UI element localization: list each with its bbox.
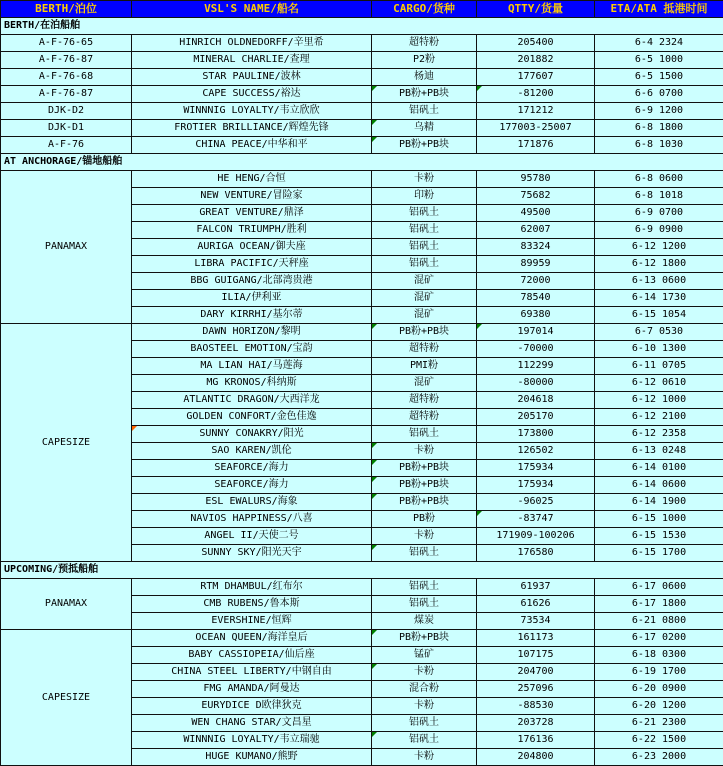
vessel-cell: LIBRA PACIFIC/天秤座	[132, 256, 372, 273]
eta-cell: 6-19 1700	[595, 664, 723, 681]
vessel-cell: NEW VENTURE/冒险家	[132, 188, 372, 205]
header-quantity: QTTY/货量	[477, 1, 595, 18]
qty-cell: 72000	[477, 273, 595, 290]
qty-cell: 69380	[477, 307, 595, 324]
eta-cell: 6-15 1000	[595, 511, 723, 528]
qty-cell: -83747	[477, 511, 595, 528]
vessel-cell: DARY KIRRHI/基尔蒂	[132, 307, 372, 324]
eta-cell: 6-7 0530	[595, 324, 723, 341]
cargo-cell: 乌精	[372, 120, 477, 137]
cargo-cell: 混矿	[372, 307, 477, 324]
eta-cell: 6-12 1000	[595, 392, 723, 409]
vessel-cell: HINRICH OLDNEDORFF/辛里希	[132, 35, 372, 52]
table-row	[1, 324, 723, 341]
eta-cell: 6-14 1730	[595, 290, 723, 307]
qty-cell: -96025	[477, 494, 595, 511]
cargo-cell: 铝矾土	[372, 732, 477, 749]
vessel-cell: CAPE SUCCESS/裕达	[132, 86, 372, 103]
cargo-cell: PB粉+PB块	[372, 460, 477, 477]
qty-cell: 95780	[477, 171, 595, 188]
header-eta: ETA/ATA 抵港时间	[595, 1, 723, 18]
eta-cell: 6-18 0300	[595, 647, 723, 664]
cargo-cell: 超特粉	[372, 341, 477, 358]
qty-cell: 205400	[477, 35, 595, 52]
qty-cell: 126502	[477, 443, 595, 460]
table-row	[1, 103, 723, 120]
header-row	[1, 1, 723, 18]
vessel-cell: GREAT VENTURE/鼎泽	[132, 205, 372, 222]
vessel-cell: CHINA PEACE/中华和平	[132, 137, 372, 154]
vessel-cell: BABY CASSIOPEIA/仙后座	[132, 647, 372, 664]
eta-cell: 6-12 1800	[595, 256, 723, 273]
qty-cell: 205170	[477, 409, 595, 426]
vessel-cell: HUGE KUMANO/熊野	[132, 749, 372, 766]
eta-cell: 6-9 1200	[595, 103, 723, 120]
eta-cell: 6-17 1800	[595, 596, 723, 613]
table-row	[1, 171, 723, 188]
berth-cell: A-F-76	[1, 137, 132, 154]
vessel-cell: CHINA STEEL LIBERTY/中钢自由	[132, 664, 372, 681]
vessel-cell: NAVIOS HAPPINESS/八喜	[132, 511, 372, 528]
vessel-cell: AURIGA OCEAN/御夫座	[132, 239, 372, 256]
eta-cell: 6-9 0700	[595, 205, 723, 222]
cargo-cell: PB粉+PB块	[372, 86, 477, 103]
cargo-cell: 铝矾土	[372, 596, 477, 613]
cargo-cell: 杨迪	[372, 69, 477, 86]
qty-cell: 175934	[477, 477, 595, 494]
eta-cell: 6-4 2324	[595, 35, 723, 52]
cargo-cell: 煤炭	[372, 613, 477, 630]
vessel-cell: WINNNIG LOYALTY/韦立瑞驰	[132, 732, 372, 749]
vessel-cell: BAOSTEEL EMOTION/宝韵	[132, 341, 372, 358]
vessel-cell: STAR PAULINE/波林	[132, 69, 372, 86]
cargo-cell: PB粉+PB块	[372, 477, 477, 494]
vessel-cell: MG KRONOS/科纳斯	[132, 375, 372, 392]
header-vessel-name: VSL'S NAME/船名	[132, 1, 372, 18]
berth-cell: A-F-76-68	[1, 69, 132, 86]
qty-cell: 177003-25007	[477, 120, 595, 137]
vessel-cell: EVERSHINE/恒辉	[132, 613, 372, 630]
qty-cell: 257096	[477, 681, 595, 698]
cargo-cell: PB粉+PB块	[372, 630, 477, 647]
vessel-cell: WINNNIG LOYALTY/韦立欣欣	[132, 103, 372, 120]
cargo-cell: 铝矾土	[372, 256, 477, 273]
vessel-cell: FALCON TRIUMPH/胜利	[132, 222, 372, 239]
eta-cell: 6-6 0700	[595, 86, 723, 103]
table-row	[1, 120, 723, 137]
qty-cell: 171909-100206	[477, 528, 595, 545]
qty-cell: 171876	[477, 137, 595, 154]
eta-cell: 6-22 1500	[595, 732, 723, 749]
cargo-cell: 印粉	[372, 188, 477, 205]
vessel-cell: MINERAL CHARLIE/查理	[132, 52, 372, 69]
vessel-cell: BBG GUIGANG/北部湾贵港	[132, 273, 372, 290]
vessel-cell: GOLDEN CONFORT/金色佳逸	[132, 409, 372, 426]
qty-cell: 171212	[477, 103, 595, 120]
qty-cell: -81200	[477, 86, 595, 103]
qty-cell: 112299	[477, 358, 595, 375]
vessel-cell: HE HENG/合恒	[132, 171, 372, 188]
section-title: AT ANCHORAGE/锚地船舶	[1, 154, 723, 171]
eta-cell: 6-20 0900	[595, 681, 723, 698]
qty-cell: 83324	[477, 239, 595, 256]
qty-cell: 176580	[477, 545, 595, 562]
vessel-cell: DAWN HORIZON/黎明	[132, 324, 372, 341]
table-row	[1, 69, 723, 86]
cargo-cell: 卡粉	[372, 171, 477, 188]
qty-cell: 73534	[477, 613, 595, 630]
eta-cell: 6-9 0900	[595, 222, 723, 239]
qty-cell: 175934	[477, 460, 595, 477]
cargo-cell: PMI粉	[372, 358, 477, 375]
vessel-cell: SUNNY SKY/阳光天宇	[132, 545, 372, 562]
vessel-cell: SAO KAREN/凯伦	[132, 443, 372, 460]
eta-cell: 6-21 0800	[595, 613, 723, 630]
vessel-cell: CMB RUBENS/鲁本斯	[132, 596, 372, 613]
table-row	[1, 35, 723, 52]
cargo-cell: 铝矾土	[372, 239, 477, 256]
section-row	[1, 562, 723, 579]
qty-cell: 204618	[477, 392, 595, 409]
eta-cell: 6-12 2100	[595, 409, 723, 426]
cargo-cell: 铝矾土	[372, 426, 477, 443]
eta-cell: 6-13 0600	[595, 273, 723, 290]
eta-cell: 6-13 0248	[595, 443, 723, 460]
qty-cell: 49500	[477, 205, 595, 222]
vessel-cell: ESL EWALURS/海象	[132, 494, 372, 511]
qty-cell: 62007	[477, 222, 595, 239]
qty-cell: -80000	[477, 375, 595, 392]
vessel-cell: MA LIAN HAI/马莲海	[132, 358, 372, 375]
vessel-cell: EURYDICE D欧律狄克	[132, 698, 372, 715]
vessel-cell: SUNNY CONAKRY/阳光	[132, 426, 372, 443]
vessel-cell: ILIA/伊利亚	[132, 290, 372, 307]
qty-cell: 75682	[477, 188, 595, 205]
vessel-cell: WEN CHANG STAR/文昌星	[132, 715, 372, 732]
section-title: UPCOMING/预抵船舶	[1, 562, 723, 579]
cargo-cell: 超特粉	[372, 392, 477, 409]
cargo-cell: P2粉	[372, 52, 477, 69]
eta-cell: 6-17 0600	[595, 579, 723, 596]
eta-cell: 6-5 1000	[595, 52, 723, 69]
eta-cell: 6-8 1030	[595, 137, 723, 154]
table-row	[1, 630, 723, 647]
eta-cell: 6-17 0200	[595, 630, 723, 647]
vessel-class-cell: CAPESIZE	[1, 630, 132, 766]
eta-cell: 6-8 1800	[595, 120, 723, 137]
cargo-cell: PB粉+PB块	[372, 324, 477, 341]
eta-cell: 6-15 1530	[595, 528, 723, 545]
header-cargo: CARGO/货种	[372, 1, 477, 18]
cargo-cell: PB粉+PB块	[372, 137, 477, 154]
eta-cell: 6-8 1018	[595, 188, 723, 205]
vessel-class-cell: PANAMAX	[1, 171, 132, 324]
vessel-cell: SEAFORCE/海力	[132, 460, 372, 477]
eta-cell: 6-15 1054	[595, 307, 723, 324]
vessel-cell: SEAFORCE/海力	[132, 477, 372, 494]
table-row	[1, 86, 723, 103]
qty-cell: 173800	[477, 426, 595, 443]
vessel-cell: ANGEL II/天使二号	[132, 528, 372, 545]
eta-cell: 6-21 2300	[595, 715, 723, 732]
cargo-cell: 混合粉	[372, 681, 477, 698]
cargo-cell: 超特粉	[372, 409, 477, 426]
eta-cell: 6-10 1300	[595, 341, 723, 358]
vessel-cell: FROTIER BRILLIANCE/辉煌先锋	[132, 120, 372, 137]
vessel-cell: ATLANTIC DRAGON/大西洋龙	[132, 392, 372, 409]
cargo-cell: 铝矾土	[372, 103, 477, 120]
cargo-cell: 卡粉	[372, 664, 477, 681]
header-berth: BERTH/泊位	[1, 1, 132, 18]
qty-cell: 204700	[477, 664, 595, 681]
cargo-cell: PB粉+PB块	[372, 494, 477, 511]
vessel-class-cell: PANAMAX	[1, 579, 132, 630]
qty-cell: -70000	[477, 341, 595, 358]
qty-cell: 201882	[477, 52, 595, 69]
table-row	[1, 52, 723, 69]
eta-cell: 6-11 0705	[595, 358, 723, 375]
section-row	[1, 154, 723, 171]
cargo-cell: 铝矾土	[372, 205, 477, 222]
eta-cell: 6-14 1900	[595, 494, 723, 511]
eta-cell: 6-20 1200	[595, 698, 723, 715]
vessel-cell: OCEAN QUEEN/海洋皇后	[132, 630, 372, 647]
cargo-cell: 锰矿	[372, 647, 477, 664]
qty-cell: 107175	[477, 647, 595, 664]
eta-cell: 6-15 1700	[595, 545, 723, 562]
berth-cell: A-F-76-87	[1, 86, 132, 103]
vessel-class-cell: CAPESIZE	[1, 324, 132, 562]
cargo-cell: 卡粉	[372, 443, 477, 460]
cargo-cell: 混矿	[372, 375, 477, 392]
berth-cell: DJK-D2	[1, 103, 132, 120]
qty-cell: 203728	[477, 715, 595, 732]
berth-cell: A-F-76-87	[1, 52, 132, 69]
eta-cell: 6-14 0600	[595, 477, 723, 494]
cargo-cell: 卡粉	[372, 749, 477, 766]
qty-cell: 61626	[477, 596, 595, 613]
cargo-cell: 卡粉	[372, 698, 477, 715]
qty-cell: 204800	[477, 749, 595, 766]
vessel-cell: RTM DHAMBUL/红布尔	[132, 579, 372, 596]
cargo-cell: 铝矾土	[372, 545, 477, 562]
cargo-cell: 混矿	[372, 290, 477, 307]
qty-cell: 177607	[477, 69, 595, 86]
qty-cell: 197014	[477, 324, 595, 341]
cargo-cell: 铝矾土	[372, 222, 477, 239]
eta-cell: 6-12 1200	[595, 239, 723, 256]
eta-cell: 6-8 0600	[595, 171, 723, 188]
qty-cell: 176136	[477, 732, 595, 749]
section-title: BERTH/在泊船舶	[1, 18, 723, 35]
eta-cell: 6-12 0610	[595, 375, 723, 392]
qty-cell: 78540	[477, 290, 595, 307]
cargo-cell: 卡粉	[372, 528, 477, 545]
cargo-cell: 混矿	[372, 273, 477, 290]
qty-cell: -88530	[477, 698, 595, 715]
cargo-cell: 铝矾土	[372, 715, 477, 732]
berth-cell: DJK-D1	[1, 120, 132, 137]
eta-cell: 6-5 1500	[595, 69, 723, 86]
cargo-cell: 超特粉	[372, 35, 477, 52]
qty-cell: 61937	[477, 579, 595, 596]
eta-cell: 6-14 0100	[595, 460, 723, 477]
qty-cell: 161173	[477, 630, 595, 647]
table-row	[1, 137, 723, 154]
vessel-cell: FMG AMANDA/阿曼达	[132, 681, 372, 698]
eta-cell: 6-23 2000	[595, 749, 723, 766]
cargo-cell: PB粉	[372, 511, 477, 528]
qty-cell: 89959	[477, 256, 595, 273]
eta-cell: 6-12 2358	[595, 426, 723, 443]
berth-cell: A-F-76-65	[1, 35, 132, 52]
cargo-cell: 铝矾土	[372, 579, 477, 596]
table-row	[1, 579, 723, 596]
section-row	[1, 18, 723, 35]
